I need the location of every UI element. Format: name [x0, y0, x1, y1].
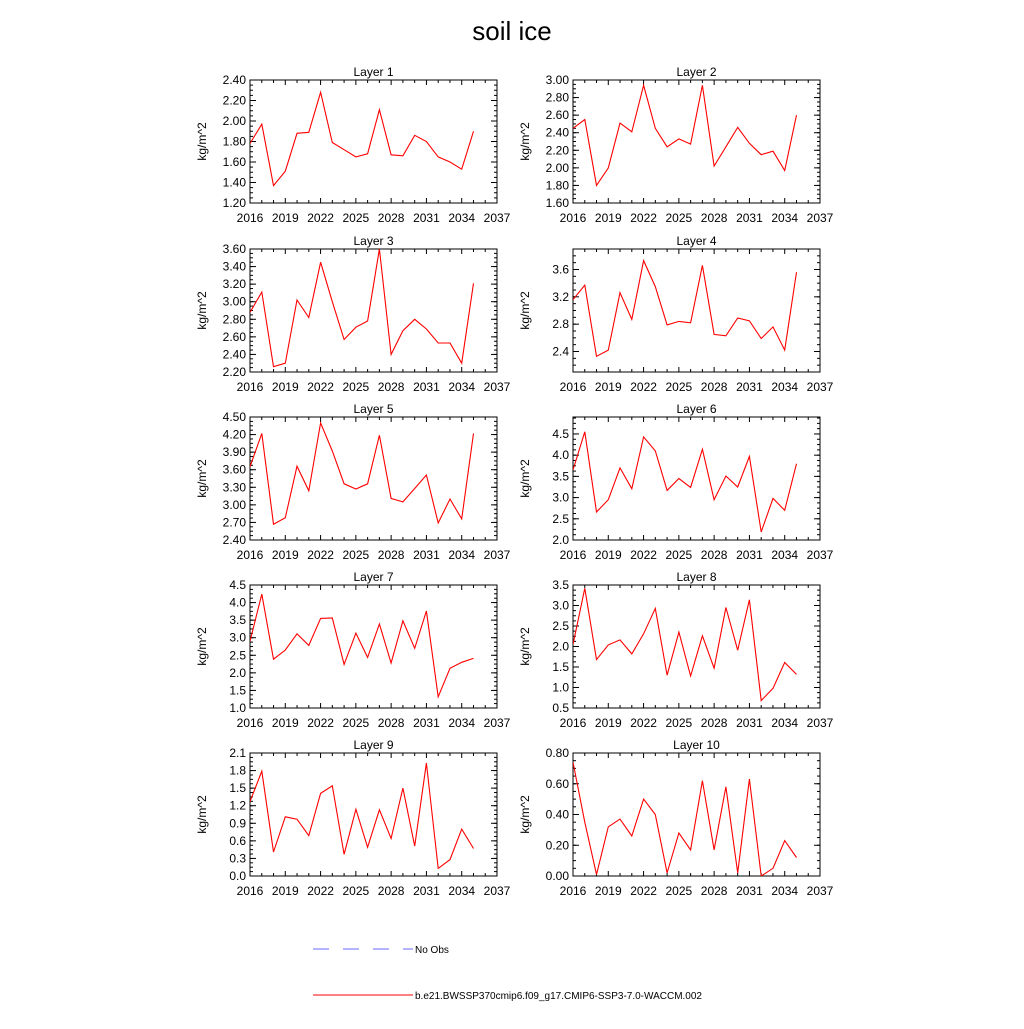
layer-8-y-tick-label: 3.0: [552, 598, 569, 613]
layer-1-x-tick-label: 2019: [271, 211, 299, 225]
layer-5-ylabel: kg/m^2: [195, 459, 209, 498]
layer-2-title: Layer 2: [676, 65, 717, 79]
layer-1-x-tick-label: 2022: [307, 211, 334, 225]
layer-9-y-tick-label: 0.0: [229, 869, 246, 883]
layer-2-x-tick-label: 2034: [771, 211, 799, 225]
layer-2-y-tick-label: 3.00: [545, 73, 569, 87]
layer-4-y-tick-label: 2.8: [552, 317, 569, 332]
layer-8-x-tick-label: 2016: [559, 716, 587, 730]
layer-3-title: Layer 3: [353, 234, 394, 248]
layer-7-series-line: [250, 594, 474, 697]
layer-1-y-tick-label: 1.20: [222, 196, 246, 210]
layer-1-series-line: [250, 92, 474, 185]
layer-2-x-tick-label: 2031: [736, 211, 763, 225]
layer-6-title: Layer 6: [676, 402, 717, 416]
layer-2-y-tick-label: 2.20: [545, 143, 569, 158]
layer-9-x-tick-label: 2022: [307, 884, 334, 898]
layer-5-y-tick-label: 4.20: [222, 427, 246, 442]
layer-7-y-tick-label: 3.0: [229, 630, 246, 645]
layer-4-x-tick-label: 2019: [594, 380, 622, 394]
layer-7-ylabel: kg/m^2: [195, 627, 209, 666]
layer-5-x-tick-label: 2028: [377, 548, 405, 562]
layer-10-y-tick-label: 0.60: [545, 776, 569, 791]
layer-2-y-tick-label: 2.80: [545, 90, 569, 105]
layer-8-y-tick-label: 3.5: [552, 578, 569, 592]
layer-1-x-tick-label: 2034: [448, 211, 476, 225]
layer-10-x-tick-label: 2037: [806, 884, 834, 898]
layer-1-x-tick-label: 2031: [413, 211, 440, 225]
layer-5-title: Layer 5: [353, 402, 394, 416]
layer-2-series-line: [573, 85, 797, 185]
layer-2-y-tick-label: 1.80: [545, 178, 569, 193]
layer-6-x-tick-label: 2022: [630, 548, 657, 562]
layer-1-y-tick-label: 1.60: [222, 155, 246, 169]
layer-8-x-tick-label: 2028: [700, 716, 728, 730]
layer-5-y-tick-label: 3.00: [222, 497, 246, 512]
layer-10-x-tick-label: 2022: [630, 884, 657, 898]
layer-9-y-tick-label: 2.1: [229, 746, 246, 760]
layer-4-title: Layer 4: [676, 234, 717, 248]
layer-6-y-tick-label: 4.5: [552, 426, 569, 441]
layer-5-x-tick-label: 2022: [307, 548, 334, 562]
layer-6-y-tick-label: 3.5: [552, 469, 569, 484]
layer-8-x-tick-label: 2031: [736, 716, 763, 730]
layer-10-x-tick-label: 2028: [700, 884, 728, 898]
layer-6-y-tick-label: 2.5: [552, 511, 569, 526]
layer-2-plot-frame: [573, 80, 820, 203]
layer-8-y-tick-label: 1.5: [552, 660, 569, 674]
layer-9-plot-frame: [250, 753, 497, 876]
layer-2-ylabel: kg/m^2: [518, 122, 532, 161]
layer-6-plot-frame: [573, 417, 820, 540]
layer-9-series-line: [250, 763, 474, 868]
layer-7-x-tick-label: 2016: [236, 716, 264, 730]
layer-8-x-tick-label: 2034: [771, 716, 799, 730]
layer-1-y-tick-label: 1.40: [222, 175, 246, 190]
layer-9-y-tick-label: 0.6: [229, 833, 246, 848]
layer-6-y-tick-label: 2.0: [552, 533, 569, 547]
layer-2-y-tick-label: 2.40: [545, 125, 569, 140]
legend-no-obs-label: No Obs: [415, 945, 449, 956]
layer-6-series-line: [573, 432, 797, 532]
layer-3-y-tick-label: 3.60: [222, 242, 246, 256]
layer-3-x-tick-label: 2016: [236, 380, 264, 394]
layer-8-plot-frame: [573, 585, 820, 708]
figure-title: soil ice: [472, 16, 552, 46]
layer-8-ylabel: kg/m^2: [518, 627, 532, 666]
layer-5-series-line: [250, 423, 474, 524]
layer-10-y-tick-label: 0.20: [545, 838, 569, 853]
layer-2-y-tick-label: 2.00: [545, 160, 569, 175]
layer-9-x-tick-label: 2025: [342, 884, 370, 898]
layer-10-y-tick-label: 0.80: [545, 746, 569, 760]
layer-9-x-tick-label: 2019: [271, 884, 299, 898]
layer-1-x-tick-label: 2025: [342, 211, 370, 225]
layer-2-y-tick-label: 1.60: [545, 196, 569, 210]
layer-9-x-tick-label: 2037: [483, 884, 511, 898]
layer-7-y-tick-label: 2.0: [229, 665, 246, 680]
layer-6-y-tick-label: 4.0: [552, 448, 569, 463]
layer-5-y-tick-label: 3.90: [222, 445, 246, 460]
layer-3-y-tick-label: 3.00: [222, 294, 246, 309]
layer-6-x-tick-label: 2016: [559, 548, 587, 562]
layer-7-x-tick-label: 2022: [307, 716, 334, 730]
layer-10-x-tick-label: 2016: [559, 884, 587, 898]
layer-9-x-tick-label: 2016: [236, 884, 264, 898]
layer-9-title: Layer 9: [353, 738, 394, 752]
layer-7-x-tick-label: 2019: [271, 716, 299, 730]
layer-7-y-tick-label: 4.5: [229, 578, 246, 592]
layer-3-ylabel: kg/m^2: [195, 291, 209, 330]
layer-5-y-tick-label: 3.30: [222, 480, 246, 495]
layer-8-x-tick-label: 2025: [665, 716, 693, 730]
layer-5-x-tick-label: 2025: [342, 548, 370, 562]
layer-6-x-tick-label: 2019: [594, 548, 622, 562]
layer-10-x-tick-label: 2025: [665, 884, 693, 898]
layer-7-x-tick-label: 2037: [483, 716, 511, 730]
layer-8-x-tick-label: 2019: [594, 716, 622, 730]
layer-5-y-tick-label: 2.70: [222, 515, 246, 530]
layer-1-y-tick-label: 1.80: [222, 134, 246, 149]
layer-1-y-tick-label: 2.00: [222, 114, 246, 128]
layer-8-y-tick-label: 2.0: [552, 639, 569, 654]
layer-5-x-tick-label: 2037: [483, 548, 511, 562]
layer-5-y-tick-label: 4.50: [222, 410, 246, 424]
layer-1-y-tick-label: 2.40: [222, 73, 246, 87]
layer-9-y-tick-label: 1.5: [229, 781, 246, 796]
layer-2-x-tick-label: 2028: [700, 211, 728, 225]
layer-4-y-tick-label: 2.4: [552, 344, 569, 359]
layer-7-y-tick-label: 1.0: [229, 701, 246, 715]
layer-1-plot-frame: [250, 80, 497, 203]
layer-5-x-tick-label: 2034: [448, 548, 476, 562]
layer-7-plot-frame: [250, 585, 497, 708]
layer-8-y-tick-label: 1.0: [552, 680, 569, 695]
layer-4-x-tick-label: 2025: [665, 380, 693, 394]
layer-1-x-tick-label: 2028: [377, 211, 405, 225]
layer-3-y-tick-label: 2.20: [222, 365, 246, 379]
layer-10-y-tick-label: 0.40: [545, 807, 569, 822]
layer-4-plot-frame: [573, 249, 820, 372]
layer-3-y-tick-label: 3.20: [222, 277, 246, 292]
layer-3-x-tick-label: 2031: [413, 380, 440, 394]
layer-6-y-tick-label: 3.0: [552, 490, 569, 505]
layer-1-ylabel: kg/m^2: [195, 122, 209, 161]
layer-4-x-tick-label: 2031: [736, 380, 763, 394]
layer-3-series-line: [250, 249, 474, 367]
layer-9-y-tick-label: 1.2: [229, 798, 246, 813]
layer-2-x-tick-label: 2016: [559, 211, 587, 225]
layer-4-x-tick-label: 2037: [806, 380, 834, 394]
layer-8-y-tick-label: 0.5: [552, 701, 569, 715]
layer-5-plot-frame: [250, 417, 497, 540]
layer-10-x-tick-label: 2034: [771, 884, 799, 898]
layer-6-x-tick-label: 2034: [771, 548, 799, 562]
layer-9-y-tick-label: 0.3: [229, 851, 246, 866]
layer-5-x-tick-label: 2031: [413, 548, 440, 562]
layer-3-y-tick-label: 3.40: [222, 259, 246, 274]
layer-5-x-tick-label: 2019: [271, 548, 299, 562]
layer-2-y-tick-label: 2.60: [545, 108, 569, 123]
layer-2-x-tick-label: 2037: [806, 211, 834, 225]
layer-10-x-tick-label: 2031: [736, 884, 763, 898]
layer-3-y-tick-label: 2.60: [222, 329, 246, 344]
layer-8-series-line: [573, 588, 797, 700]
layer-4-ylabel: kg/m^2: [518, 291, 532, 330]
layer-7-y-tick-label: 4.0: [229, 595, 246, 610]
layer-3-x-tick-label: 2028: [377, 380, 405, 394]
legend-model-label: b.e21.BWSSP370cmip6.f09_g17.CMIP6-SSP3-7.0-WACCM.002: [415, 991, 702, 1002]
layer-2-x-tick-label: 2022: [630, 211, 657, 225]
layer-1-y-tick-label: 2.20: [222, 93, 246, 108]
layer-7-y-tick-label: 1.5: [229, 683, 246, 698]
layer-9-x-tick-label: 2031: [413, 884, 440, 898]
layer-8-x-tick-label: 2037: [806, 716, 834, 730]
layer-3-x-tick-label: 2034: [448, 380, 476, 394]
layer-7-title: Layer 7: [353, 570, 394, 584]
layer-4-series-line: [573, 261, 797, 357]
layer-9-y-tick-label: 1.8: [229, 763, 246, 778]
layer-3-x-tick-label: 2022: [307, 380, 334, 394]
layer-8-y-tick-label: 2.5: [552, 619, 569, 633]
layer-3-y-tick-label: 2.80: [222, 312, 246, 327]
layer-10-x-tick-label: 2019: [594, 884, 622, 898]
layer-3-x-tick-label: 2037: [483, 380, 511, 394]
layer-3-x-tick-label: 2025: [342, 380, 370, 394]
layer-8-x-tick-label: 2022: [630, 716, 657, 730]
layer-6-x-tick-label: 2031: [736, 548, 763, 562]
layer-7-x-tick-label: 2025: [342, 716, 370, 730]
layer-7-y-tick-label: 3.5: [229, 613, 246, 628]
layer-2-x-tick-label: 2019: [594, 211, 622, 225]
layer-1-x-tick-label: 2037: [483, 211, 511, 225]
layer-2-x-tick-label: 2025: [665, 211, 693, 225]
layer-6-ylabel: kg/m^2: [518, 459, 532, 498]
layer-7-x-tick-label: 2034: [448, 716, 476, 730]
layer-4-x-tick-label: 2028: [700, 380, 728, 394]
layer-9-x-tick-label: 2028: [377, 884, 405, 898]
layer-9-y-tick-label: 0.9: [229, 816, 246, 831]
layer-8-title: Layer 8: [676, 570, 717, 584]
layer-5-y-tick-label: 2.40: [222, 533, 246, 547]
layer-6-x-tick-label: 2028: [700, 548, 728, 562]
layer-10-ylabel: kg/m^2: [518, 795, 532, 834]
layer-9-ylabel: kg/m^2: [195, 795, 209, 834]
layer-10-title: Layer 10: [673, 738, 720, 752]
layer-5-x-tick-label: 2016: [236, 548, 264, 562]
layer-7-x-tick-label: 2031: [413, 716, 440, 730]
layer-4-y-tick-label: 3.2: [552, 289, 569, 304]
layer-10-y-tick-label: 0.00: [545, 869, 569, 883]
layer-7-x-tick-label: 2028: [377, 716, 405, 730]
layer-5-y-tick-label: 3.60: [222, 462, 246, 477]
layer-6-x-tick-label: 2037: [806, 548, 834, 562]
layer-10-series-line: [573, 762, 797, 876]
layer-4-x-tick-label: 2034: [771, 380, 799, 394]
layer-4-x-tick-label: 2016: [559, 380, 587, 394]
layer-1-title: Layer 1: [353, 65, 394, 79]
layer-4-y-tick-label: 3.6: [552, 262, 569, 277]
layer-3-x-tick-label: 2019: [271, 380, 299, 394]
layer-1-x-tick-label: 2016: [236, 211, 264, 225]
layer-6-x-tick-label: 2025: [665, 548, 693, 562]
layer-7-y-tick-label: 2.5: [229, 648, 246, 663]
layer-9-x-tick-label: 2034: [448, 884, 476, 898]
layer-4-x-tick-label: 2022: [630, 380, 657, 394]
layer-3-y-tick-label: 2.40: [222, 347, 246, 362]
